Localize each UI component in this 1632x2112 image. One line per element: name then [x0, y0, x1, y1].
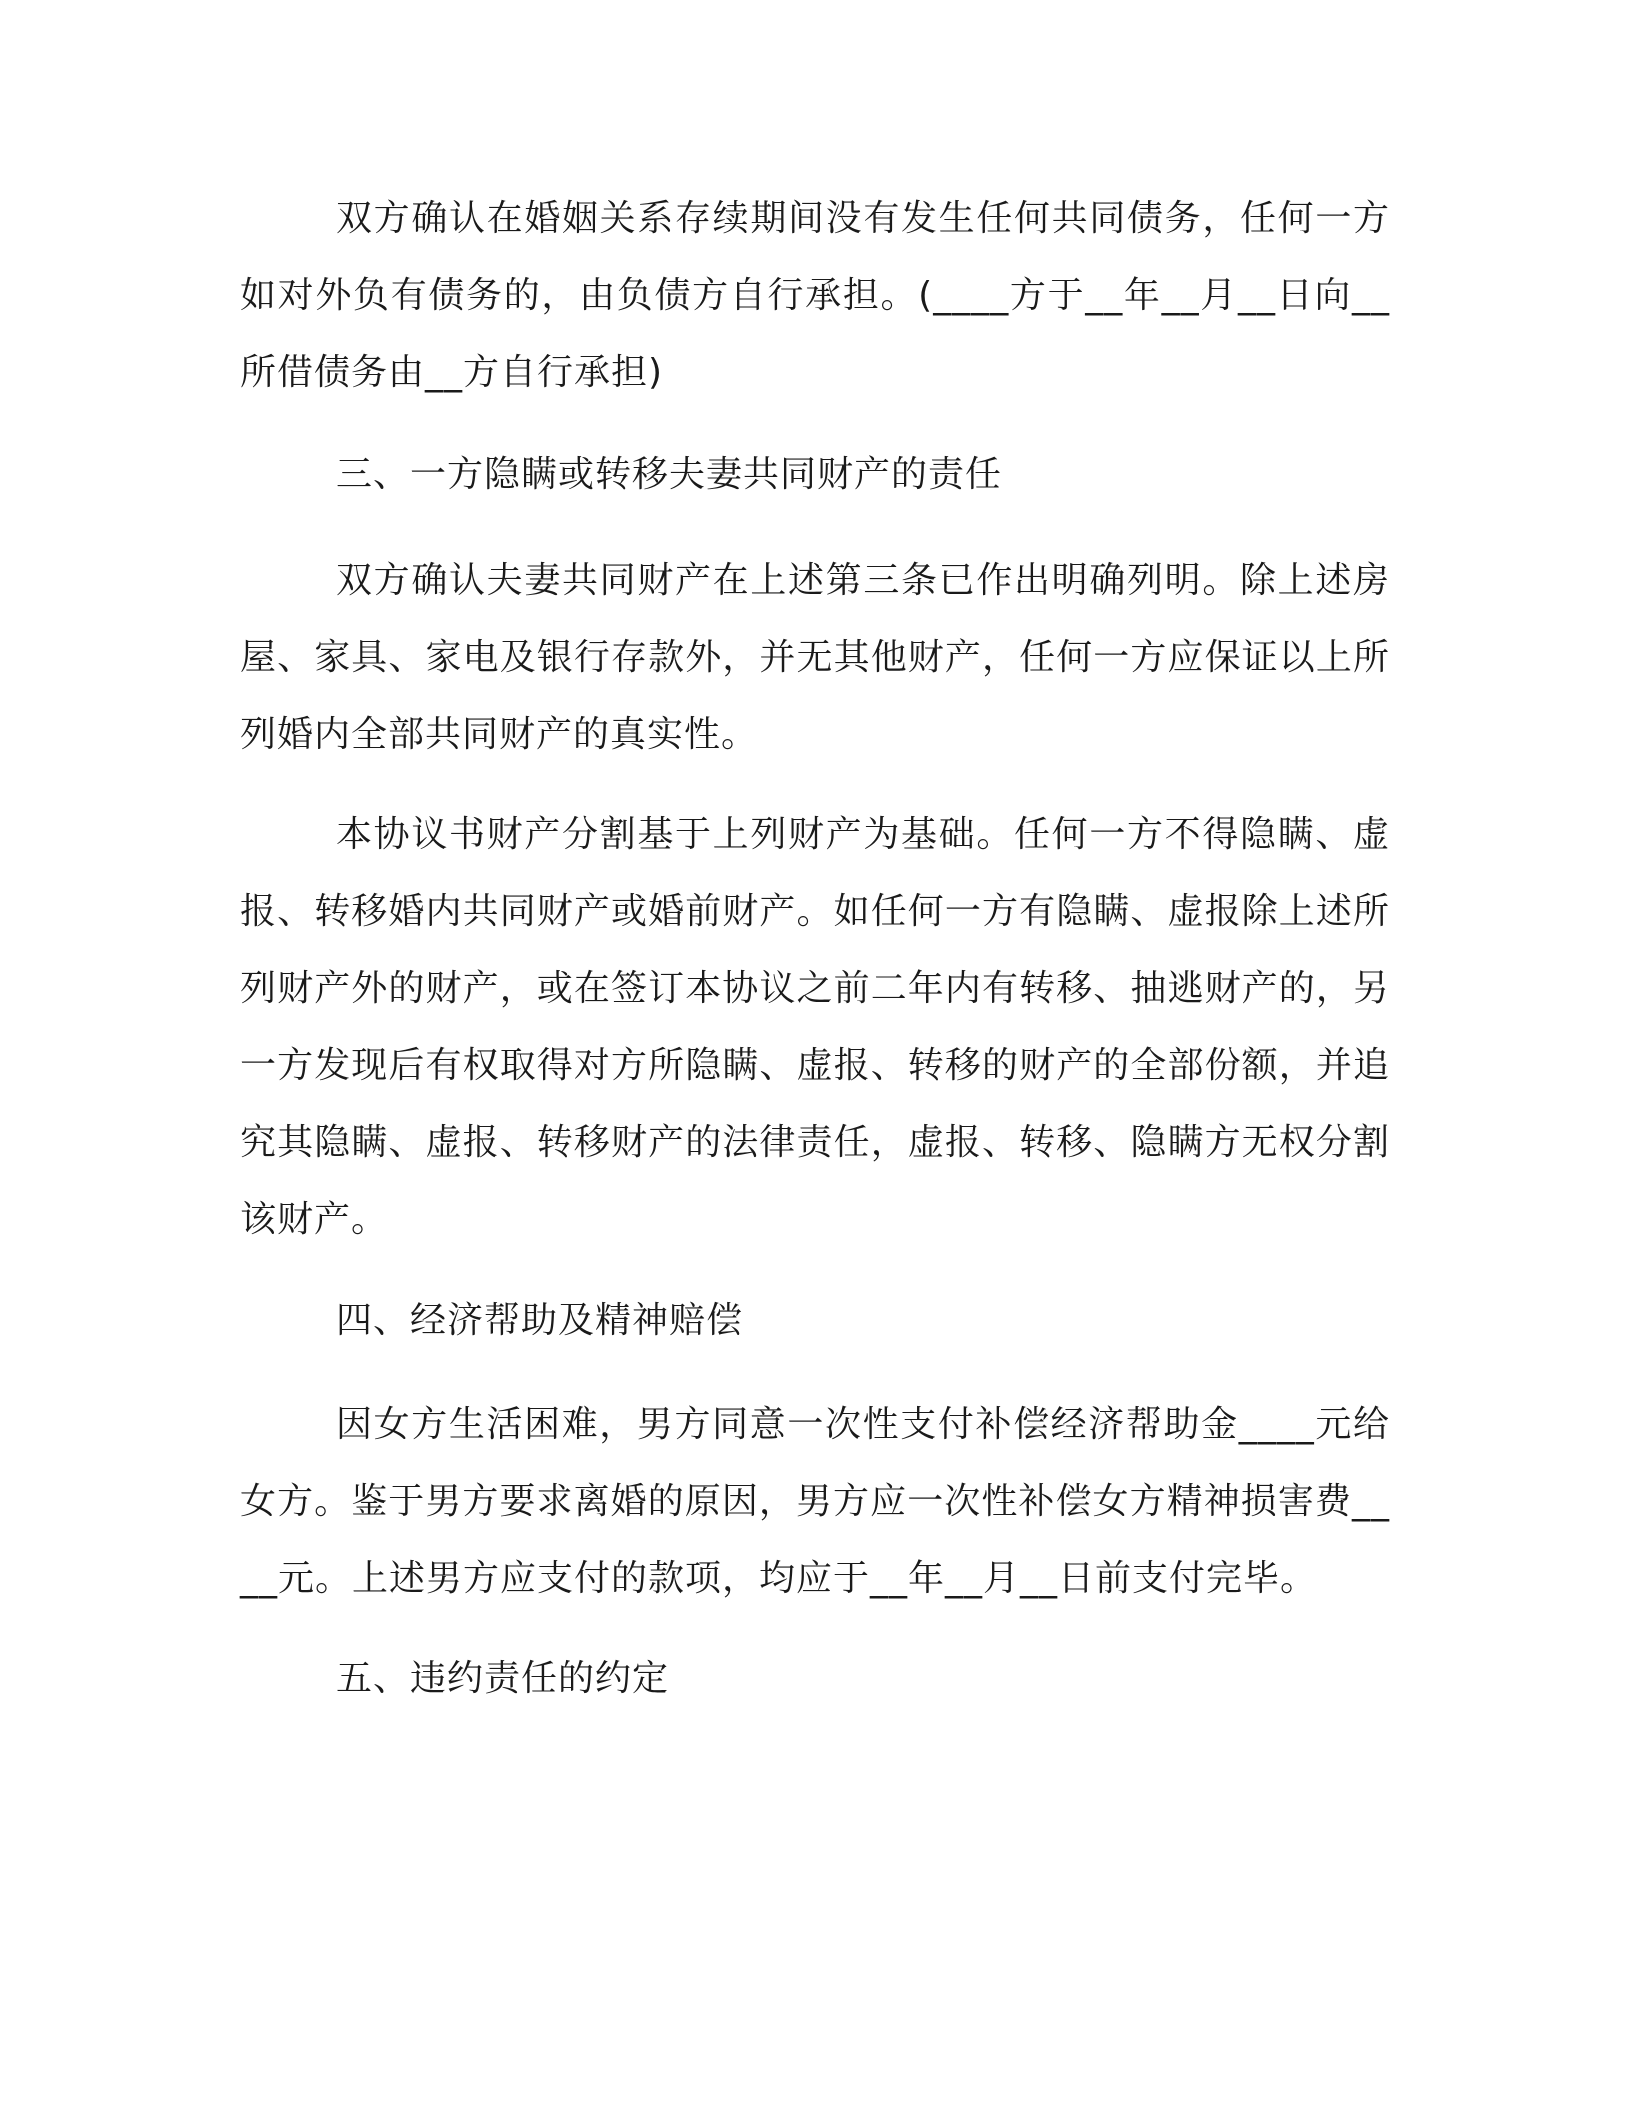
paragraph-debts: 双方确认在婚姻关系存续期间没有发生任何共同债务，任何一方如对外负有债务的，由负债方自行承担。(____方于__年__月__日向__所借债务由__方自行承担) — [240, 198, 1390, 393]
section-heading-4: 四、经济帮助及精神赔偿 — [336, 1300, 744, 1341]
paragraph-property-division: 本协议书财产分割基于上列财产为基础。任何一方不得隐瞒、虚报、转移婚内共同财产或婚前财产。如任何一方有隐瞒、虚报除上述所列财产外的财产，或在签订本协议之前二年内有转移、抽逃财产的，另一方发现后有权取得对方所隐瞒、虚报、转移的财产的全部份额，并追究其隐瞒、虚报、转移财产的法律责任，虚报、转移、隐瞒方无权分割该财产。 — [240, 814, 1390, 1240]
paragraph-property-confirmation: 双方确认夫妻共同财产在上述第三条已作出明确列明。除上述房屋、家具、家电及银行存款外，并无其他财产，任何一方应保证以上所列婚内全部共同财产的真实性。 — [240, 560, 1390, 755]
section-heading-3: 三、一方隐瞒或转移夫妻共同财产的责任 — [336, 454, 1003, 495]
section-heading-5: 五、违约责任的约定 — [336, 1658, 670, 1699]
paragraph-compensation: 因女方生活困难，男方同意一次性支付补偿经济帮助金____元给女方。鉴于男方要求离婚的原因，男方应一次性补偿女方精神损害费____元。上述男方应支付的款项，均应于__年__月__日前支付完毕。 — [240, 1404, 1390, 1599]
